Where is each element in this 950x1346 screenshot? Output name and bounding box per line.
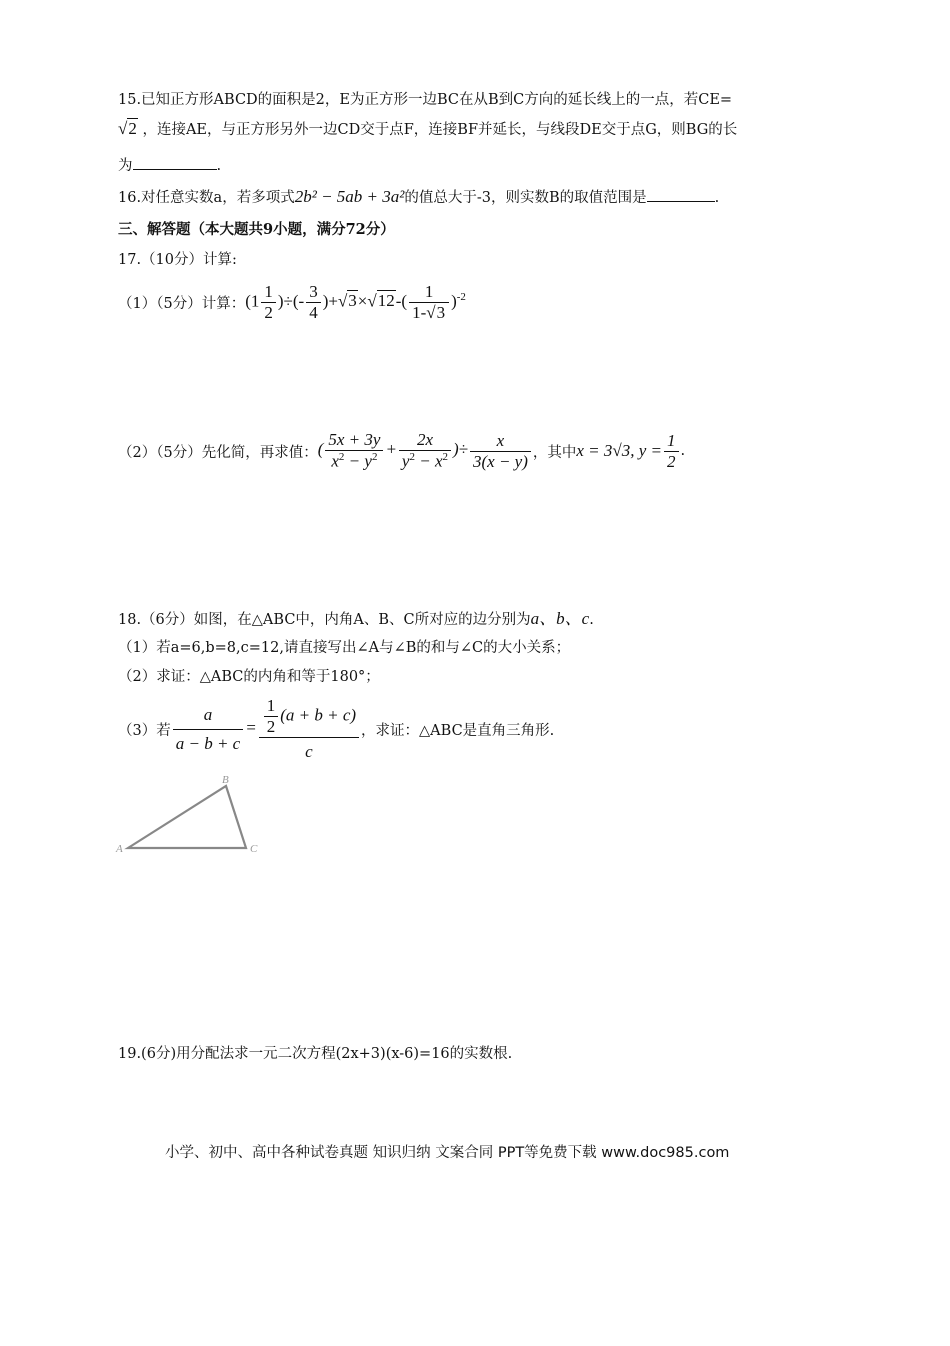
q15-line3: 为 . xyxy=(118,154,221,175)
q16: 16.对任意实数a，若多项式2b² − 5ab + 3a²的值总大于-3，则实数B的取值范围是 . xyxy=(118,187,720,206)
condition-equation: $\frac{a}{a - b + c}$ = $\frac{1}{2}$ (a + b + c) c xyxy=(171,696,361,762)
q18-part1: （1）若a=6,b=8,c=12,请直接写出∠A与∠B的和与∠C的大小关系； xyxy=(118,640,571,656)
q17-title: 17.（10分）计算: xyxy=(118,252,237,268)
simplify-expression: ( $\frac{5x + 3y}{x^2 - y^2}$ + $\frac{2x}{y^2 - x^2}$ )÷ $\frac{x}{3(x - y)}$ xyxy=(318,430,533,472)
vertex-label-c: C xyxy=(250,843,258,855)
vertex-label-a: A xyxy=(116,843,123,855)
section-heading: 三、解答题（本大题共9小题，满分72分） xyxy=(118,221,395,238)
answer-blank[interactable] xyxy=(647,187,715,202)
q18-part3: （3）若 $\frac{a}{a - b + c}$ = $\frac{1}{2}$ (a + b + c) c ，求证：△ABC是直角三角形. xyxy=(118,696,555,761)
vertex-label-b: B xyxy=(222,774,229,786)
q15-line2: √2 ，连接AE，与正方形另外一边CD交于点F，连接BF并延长，与线段DE交于点G，则BG的长 xyxy=(118,119,738,138)
q17-part2: （2）（5分）先化简，再求值： ( $\frac{5x + 3y}{x^2 - y^2}$ + $\frac{2x}{y^2 - x^2}$ )÷ $\frac{x}{3(x - y)}$ ，其中 x = 3√3, y = $\frac{1}{2}$ . xyxy=(118,430,686,471)
q17-part1: （1）（5分）计算： (1 $\frac{1}{2}$ )÷(- $\frac{3}{4}$ )+√3×√12-( $\frac{1}{1-√3}$ )$^{-2}$ xyxy=(118,281,466,322)
q19: 19.(6分)用分配法求一元二次方程(2x+3)(x-6)=16的实数根. xyxy=(118,1046,513,1062)
q18-title: 18.（6分）如图，在△ABC中，内角A、B、C所对应的边分别为a、b、c. xyxy=(118,609,594,628)
polynomial-expression: 2b² − 5ab + 3a² xyxy=(294,187,405,206)
q18-part2: （2）求证：△ABC的内角和等于180°； xyxy=(118,669,380,685)
calc-expression: (1 $\frac{1}{2}$ )÷(- $\frac{3}{4}$ )+√3×√12-( $\frac{1}{1-√3}$ )$^{-2}$ xyxy=(245,281,466,322)
q15-line1: 15.已知正方形ABCD的面积是2，E为正方形一边BC在从B到C方向的延长线上的一点，若CE= xyxy=(118,92,733,108)
sqrt-expression: √2 xyxy=(118,119,137,138)
triangle-shape xyxy=(128,786,246,848)
footer-banner: 小学、初中、高中各种试卷真题 知识归纳 文案合同 PPT等免费下载 www.doc985.com xyxy=(165,1145,730,1161)
answer-blank[interactable] xyxy=(133,155,217,170)
triangle-abc-figure xyxy=(110,770,270,860)
